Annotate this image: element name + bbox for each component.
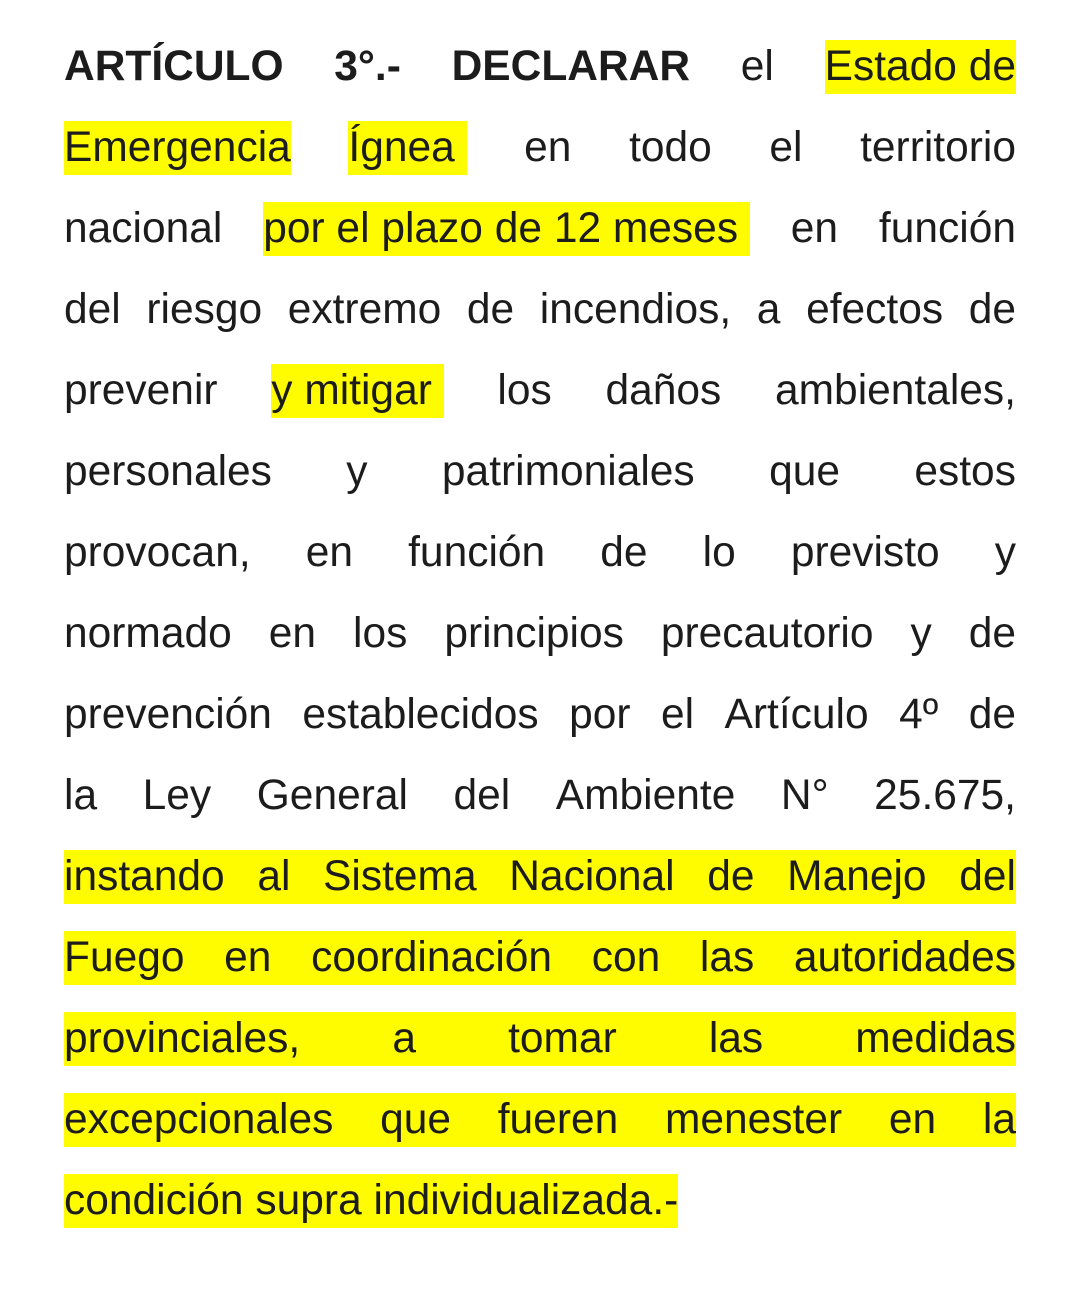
text-line-5	[64, 364, 1016, 418]
word: prevenir	[64, 367, 218, 414]
word: excepcionales	[64, 1096, 334, 1143]
word: con	[591, 934, 661, 981]
word: las	[699, 934, 755, 981]
word: de	[707, 853, 755, 900]
word: la	[982, 1096, 1016, 1143]
word: a	[392, 1015, 416, 1062]
text-line-3	[64, 202, 1016, 256]
word: nacional	[64, 205, 223, 252]
word: individualizada.-	[373, 1177, 679, 1224]
word: fueren	[497, 1096, 619, 1143]
word: en	[524, 124, 572, 171]
word: 4º	[899, 691, 939, 738]
word: la	[64, 772, 98, 819]
text-line-4	[64, 283, 1016, 337]
text-line-7	[64, 526, 1016, 580]
word: estos	[914, 448, 1016, 495]
highlighted-text: Ígnea	[348, 121, 466, 175]
word: riesgo	[146, 286, 263, 333]
text-line-1	[64, 40, 1016, 94]
word: a	[756, 286, 781, 333]
word: Manejo	[787, 853, 927, 900]
word: al	[257, 853, 291, 900]
article-heading-word: ARTÍCULO	[64, 43, 284, 90]
word: instando	[64, 853, 225, 900]
word: función	[408, 529, 546, 576]
word: de	[466, 286, 515, 333]
word: en	[305, 529, 354, 576]
word: Ley	[142, 772, 212, 819]
word: lo	[702, 529, 736, 576]
word: por	[569, 691, 631, 738]
word: los	[497, 367, 552, 414]
text-line-15	[64, 1174, 1016, 1228]
word: tomar	[508, 1015, 617, 1062]
word: establecidos	[302, 691, 539, 738]
word: de	[968, 610, 1016, 657]
highlighted-text: Estado de	[825, 40, 1016, 94]
highlighted-text: y mitigar	[271, 364, 443, 418]
word: los	[353, 610, 408, 657]
text-line-11-highlighted	[64, 850, 1016, 904]
word: N°	[780, 772, 829, 819]
word: de	[600, 529, 648, 576]
text-line-9	[64, 688, 1016, 742]
word: todo	[629, 124, 712, 171]
word: Ambiente	[555, 772, 736, 819]
word: territorio	[860, 124, 1016, 171]
word: función	[878, 205, 1016, 252]
word: las	[708, 1015, 764, 1062]
text-line-10	[64, 769, 1016, 823]
word: Artículo	[724, 691, 869, 738]
word: autoridades	[793, 934, 1016, 981]
word: incendios,	[539, 286, 732, 333]
word: en	[268, 610, 317, 657]
word: supra	[255, 1177, 362, 1224]
word: medidas	[855, 1015, 1016, 1062]
word: patrimoniales	[441, 448, 695, 495]
article-verb: DECLARAR	[451, 43, 691, 90]
word: y	[346, 448, 368, 495]
article-number: 3°.-	[334, 43, 401, 90]
highlighted-text	[64, 1174, 678, 1228]
text-line-2	[64, 121, 1016, 175]
word: normado	[64, 610, 232, 657]
word: del	[64, 286, 121, 333]
word: del	[959, 853, 1016, 900]
highlighted-text: por el plazo de 12 meses	[263, 202, 750, 256]
word: de	[968, 691, 1016, 738]
word: en	[790, 205, 839, 252]
word: previsto	[790, 529, 940, 576]
word: coordinación	[311, 934, 553, 981]
word: condición	[64, 1177, 244, 1224]
word: Nacional	[509, 853, 675, 900]
word: ambientales,	[775, 367, 1016, 414]
text-line-12-highlighted	[64, 931, 1016, 985]
word: el	[769, 124, 803, 171]
word: del	[453, 772, 511, 819]
word: daños	[605, 367, 722, 414]
text-line-6	[64, 445, 1016, 499]
word: extremo	[287, 286, 442, 333]
word: el	[740, 43, 774, 90]
word: efectos	[806, 286, 944, 333]
word: y	[994, 529, 1016, 576]
word: Fuego	[64, 934, 185, 981]
text-line-14-highlighted	[64, 1093, 1016, 1147]
word: menester	[664, 1096, 843, 1143]
highlighted-text: Emergencia	[64, 121, 291, 175]
word: que	[769, 448, 840, 495]
word: principios	[444, 610, 624, 657]
word: de	[968, 286, 1016, 333]
word: prevención	[64, 691, 272, 738]
word: provocan,	[64, 529, 251, 576]
word: en	[224, 934, 272, 981]
word: General	[256, 772, 408, 819]
word: el	[660, 691, 695, 738]
word: 25.675,	[874, 772, 1016, 819]
text-line-13-highlighted	[64, 1012, 1016, 1066]
word: en	[888, 1096, 937, 1143]
word: precautorio	[660, 610, 874, 657]
word: Sistema	[323, 853, 477, 900]
word: personales	[64, 448, 272, 495]
word: provinciales,	[64, 1015, 301, 1062]
text-line-8	[64, 607, 1016, 661]
word: y	[910, 610, 932, 657]
word: que	[380, 1096, 451, 1143]
